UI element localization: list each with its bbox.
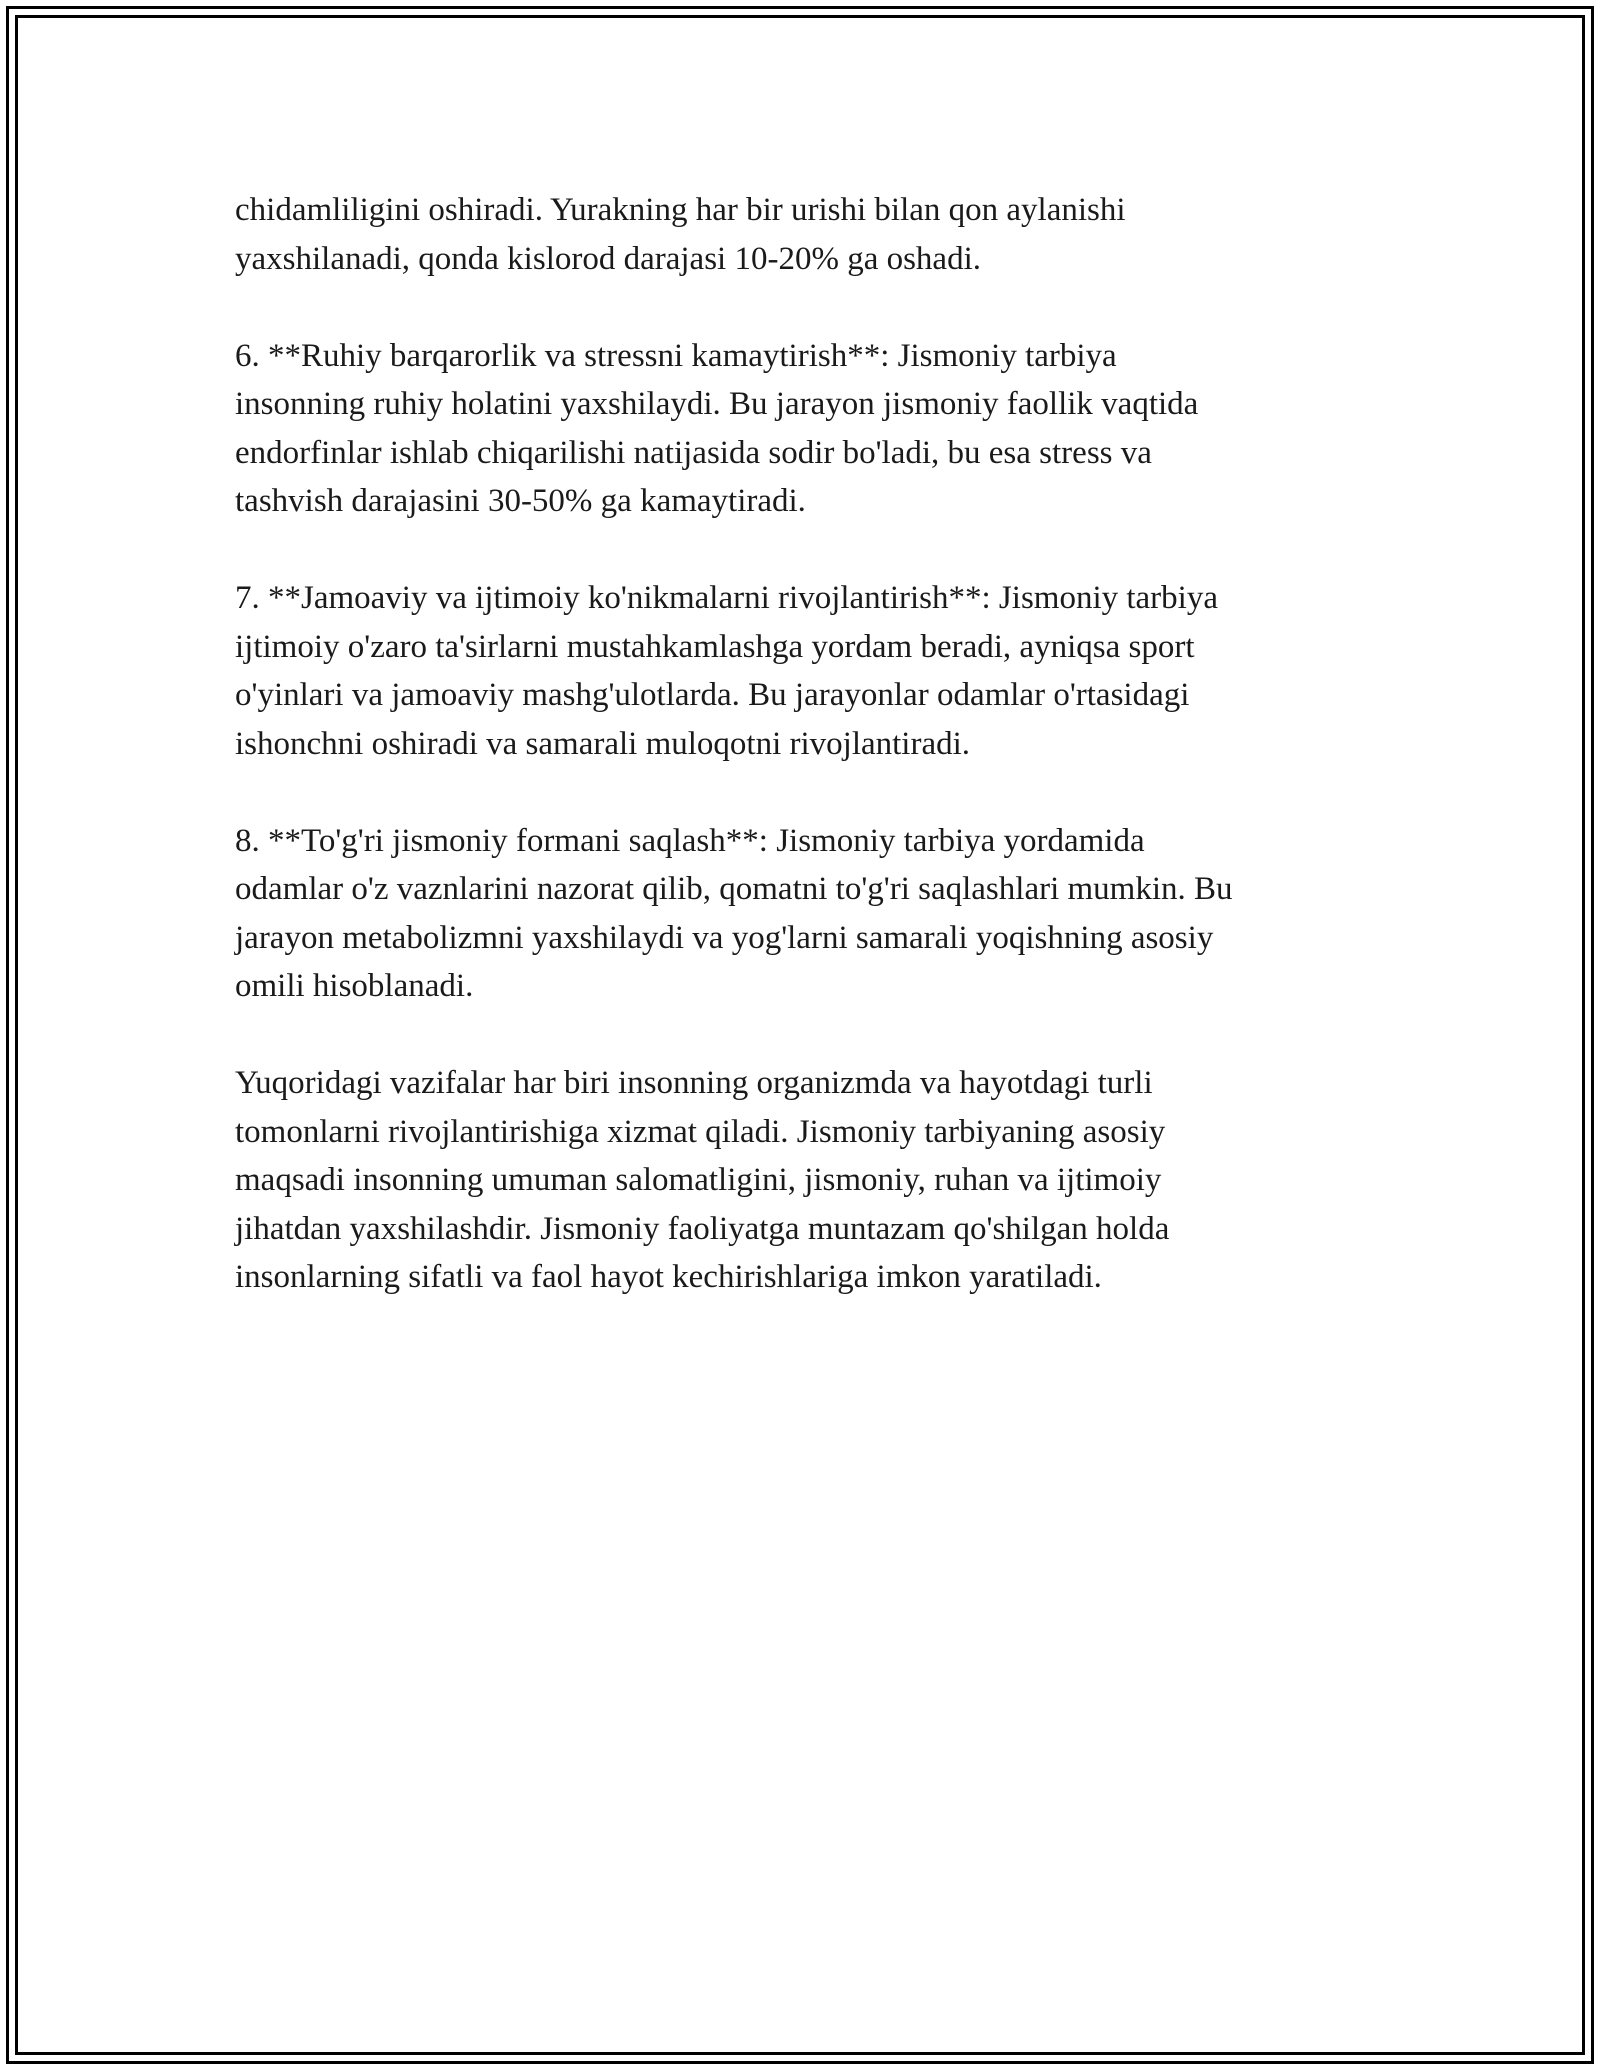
paragraph-conclusion: Yuqoridagi vazifalar har biri insonning organizmda va hayotdagi turli tomonlarni rivojlantirishiga xizmat qiladi. Jismoniy tarbiyaning asosiy maqsadi insonning umuman salomatligini, jismoniy, ruhan va ijtimoiy jihatdan yaxshilashdir. Jismoniy faoliyatga muntazam qo'shilgan holda insonlarning sifatli va faol hayot kechirishlariga imkon yaratiladi. xyxy=(235,1065,1170,1295)
paragraph-continuation: chidamliligini oshiradi. Yurakning har bir urishi bilan qon aylanishi yaxshilanadi, qonda kislorod darajasi 10-20% ga oshadi. xyxy=(235,192,1126,277)
paragraph-item-6: 6. **Ruhiy barqarorlik va stressni kamaytirish**: Jismoniy tarbiya insonning ruhiy holatini yaxshilaydi. Bu jarayon jismoniy faollik vaqtida endorfinlar ishlab chiqarilishi natijasida sodir bo'ladi, bu esa stress va tashvish darajasini 30-50% ga kamaytiradi. xyxy=(235,337,1199,519)
paragraph-item-7: 7. **Jamoaviy va ijtimoiy ko'nikmalarni rivojlantirish**: Jismoniy tarbiya ijtimoiy o'zaro ta'sirlarni mustahkamlashga yordam beradi, ayniqsa sport o'yinlari va jamoaviy mashg'ulotlarda. Bu jarayonlar odamlar o'rtasidagi ishonchni oshiradi va samarali muloqotni rivojlantiradi. xyxy=(235,580,1218,762)
paragraph-item-8: 8. **To'g'ri jismoniy formani saqlash**: Jismoniy tarbiya yordamida odamlar o'z vaznlarini nazorat qilib, qomatni to'g'ri saqlashlari mumkin. Bu jarayon metabolizmni yaxshilaydi va yog'larni samarali yoqishning asosiy omili hisoblanadi. xyxy=(235,822,1233,1004)
document-body xyxy=(235,186,1375,1302)
